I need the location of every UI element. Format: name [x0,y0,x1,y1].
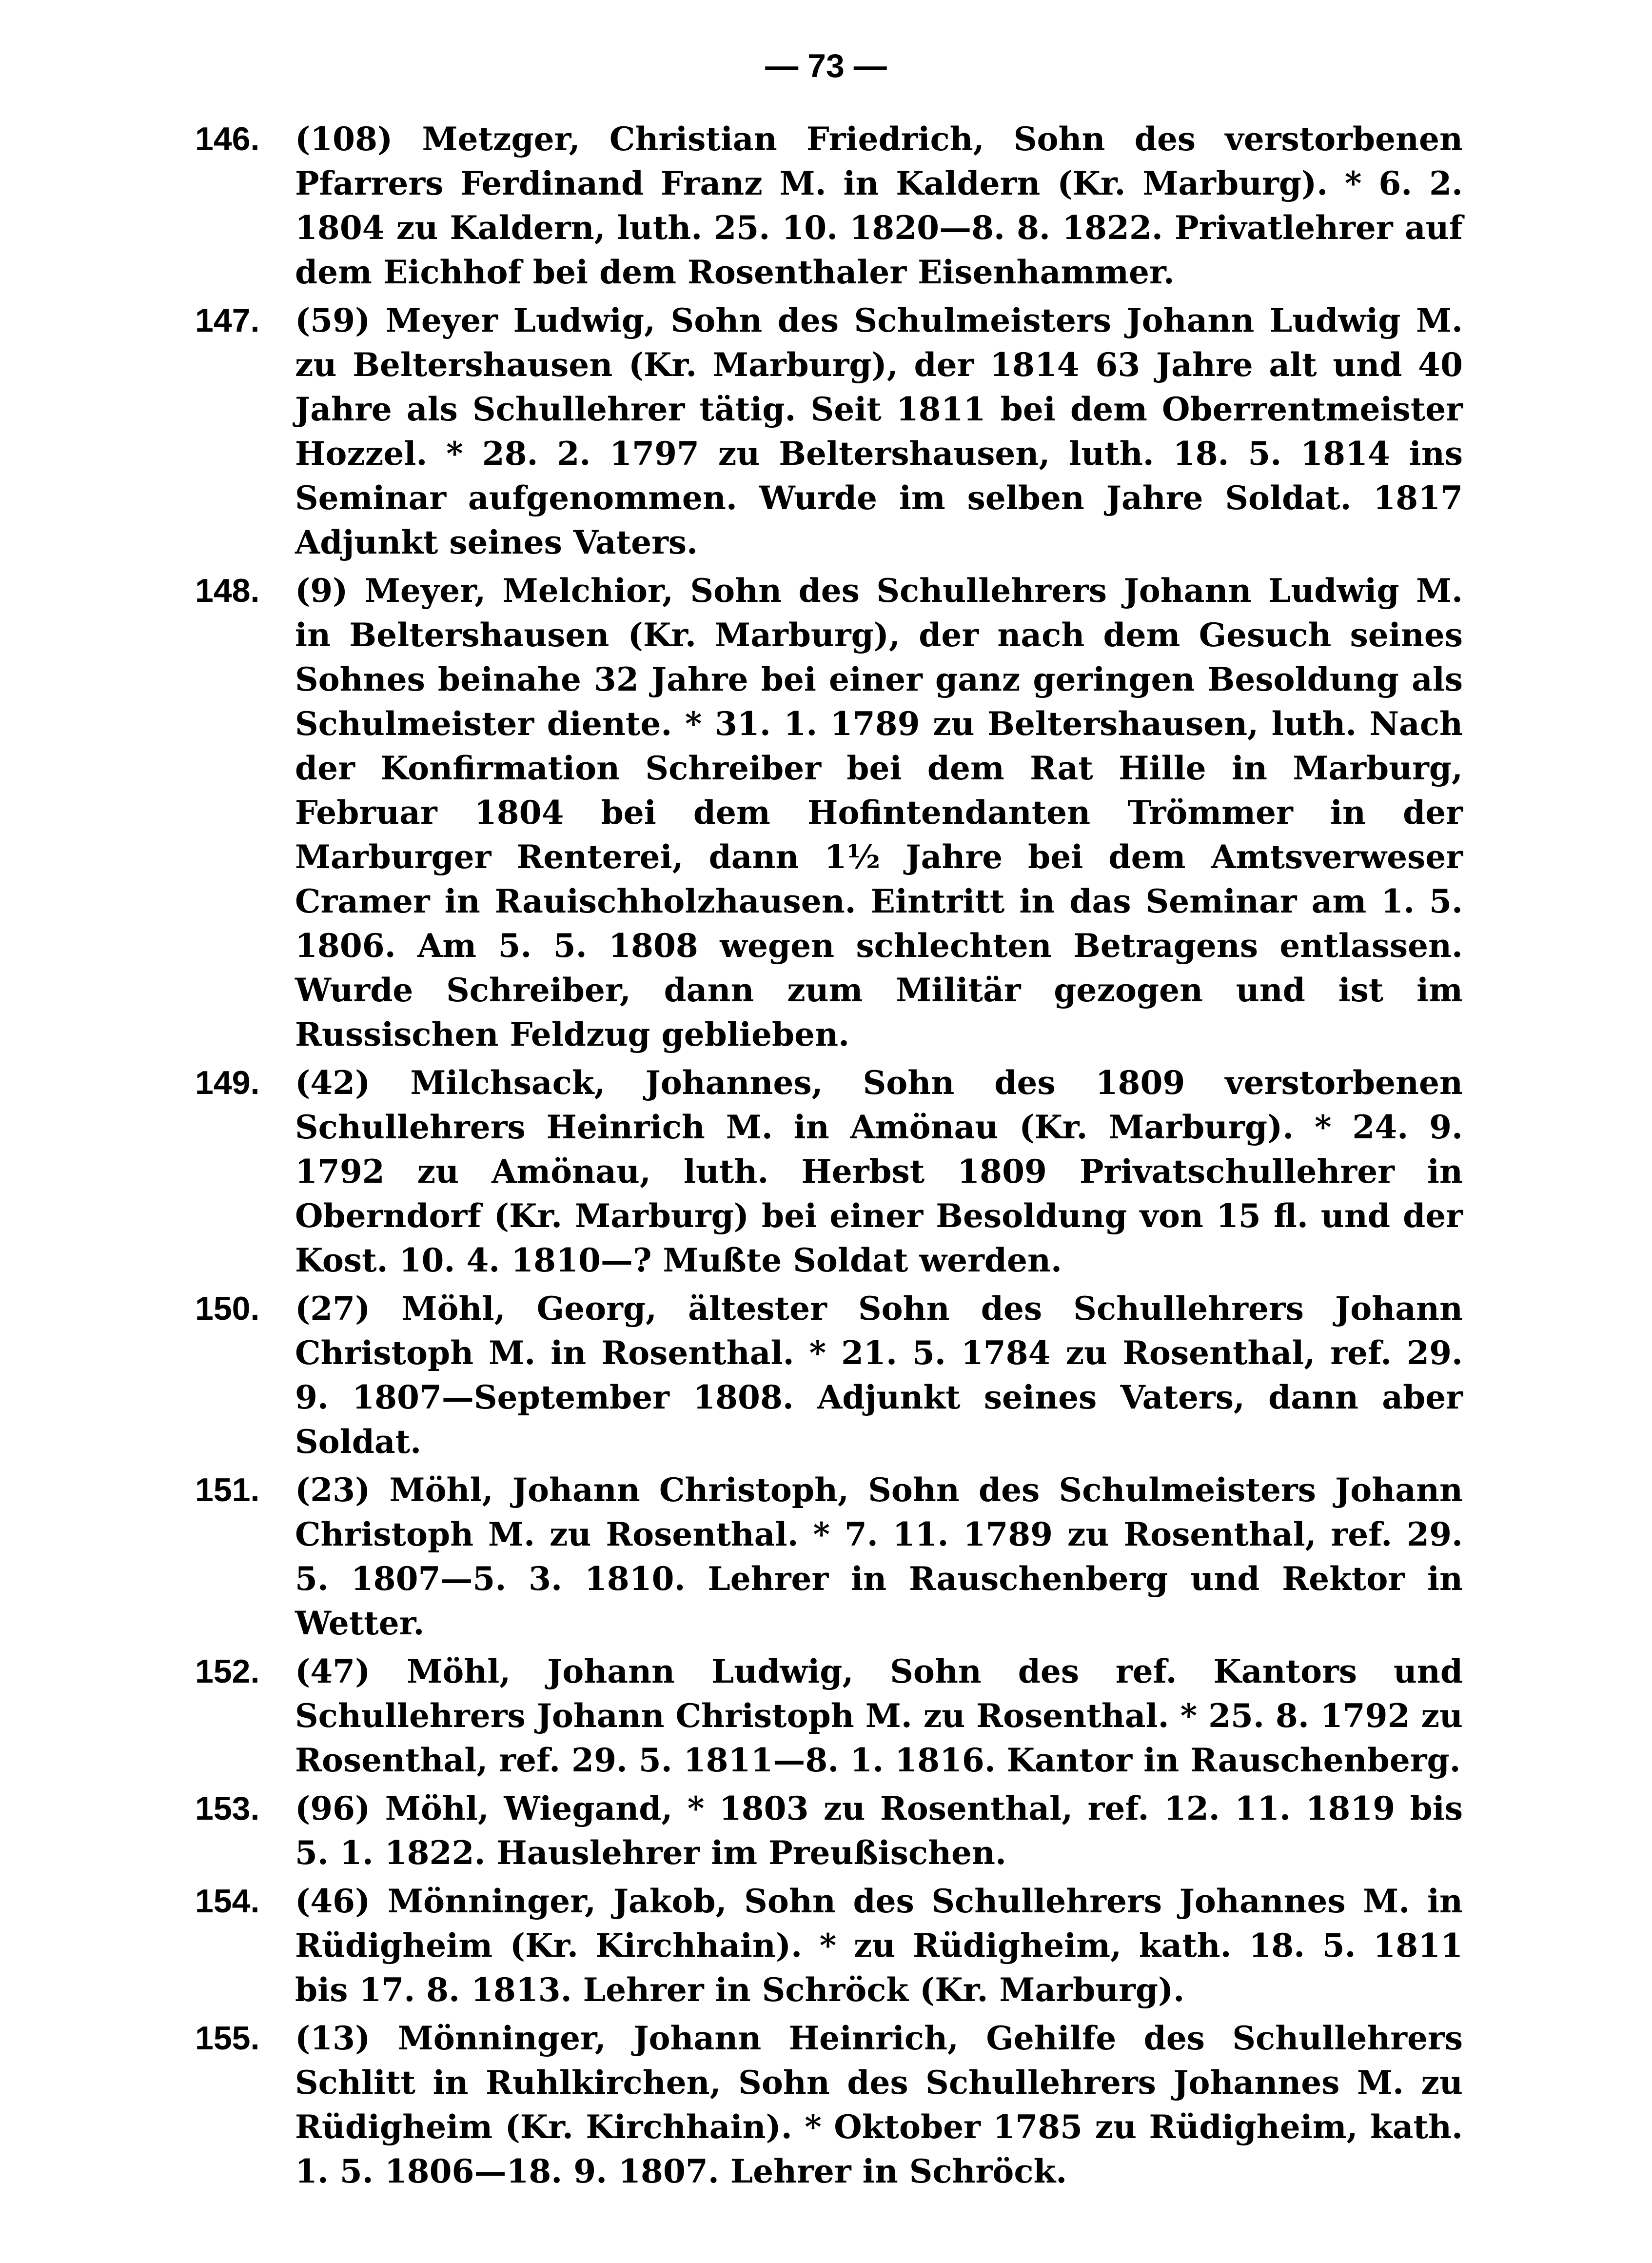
entry-text: (96) Möhl, Wiegand, * 1803 zu Rosenthal, ref. 12. 11. 1819 bis 5. 1. 1822. Hauslehrer im Preußischen. [295,1789,1463,1872]
entry-text: (13) Mönninger, Johann Heinrich, Gehilfe des Schullehrers Schlitt in Ruhlkirchen, Sohn des Schullehrers Johannes M. zu Rüdigheim (Kr. Kirchhain). * Oktober 1785 zu Rüdigheim, kath. 1. 5. 1806—18. 9. 1807. Lehrer in Schröck. [295,2019,1463,2190]
entry-text: (47) Möhl, Johann Ludwig, Sohn des ref. Kantors und Schullehrers Johann Christoph M. zu Rosenthal. * 25. 8. 1792 zu Rosenthal, ref. 29. 5. 1811—8. 1. 1816. Kantor in Rauschenberg. [295,1652,1463,1779]
entry-number: 146. [195,120,260,158]
entry-text: (42) Milchsack, Johannes, Sohn des 1809 verstorbenen Schullehrers Heinrich M. in Amönau (Kr. Marburg). * 24. 9. 1792 zu Amönau, luth. Herbst 1809 Privatschullehrer in Oberndorf (Kr. Marburg) bei einer Besoldung von 15 fl. und der Kost. 10. 4. 1810—? Mußte Soldat werden. [295,1064,1463,1279]
entry-number: 153. [195,1790,260,1827]
entry-number: 148. [195,572,260,609]
entry-146 [195,117,1463,295]
entry-number: 154. [195,1883,260,1920]
entry-153 [195,1787,1463,1875]
entry-154 [195,1879,1463,2012]
entry-text: (59) Meyer Ludwig, Sohn des Schulmeisters Johann Ludwig M. zu Beltershausen (Kr. Marburg), der 1814 63 Jahre alt und 40 Jahre als Schullehrer tätig. Seit 1811 bei dem Oberrentmeister Hozzel. * 28. 2. 1797 zu Beltershausen, luth. 18. 5. 1814 ins Seminar aufgenommen. Wurde im selben Jahre Soldat. 1817 Adjunkt seines Vaters. [295,301,1463,561]
entry-number: 147. [195,302,260,339]
entry-152 [195,1649,1463,1783]
entry-text: (108) Metzger, Christian Friedrich, Sohn des verstorbenen Pfarrers Ferdinand Franz M. in Kaldern (Kr. Marburg). * 6. 2. 1804 zu Kaldern, luth. 25. 10. 1820—8. 8. 1822. Privatlehrer auf dem Eichhof bei dem Rosenthaler Eisenhammer. [295,120,1463,291]
entry-number: 151. [195,1471,260,1509]
entry-number: 152. [195,1653,260,1690]
entry-148 [195,569,1463,1057]
entry-text: (23) Möhl, Johann Christoph, Sohn des Schulmeisters Johann Christoph M. zu Rosenthal. * 7. 11. 1789 zu Rosenthal, ref. 29. 5. 1807—5. 3. 1810. Lehrer in Rauschenberg und Rektor in Wetter. [295,1471,1463,1642]
entry-text: (9) Meyer, Melchior, Sohn des Schullehrers Johann Ludwig M. in Beltershausen (Kr. Marburg), der nach dem Gesuch seines Sohnes beinahe 32 Jahre bei einer ganz geringen Besoldung als Schulmeister diente. * 31. 1. 1789 zu Beltershausen, luth. Nach der Konfirmation Schreiber bei dem Rat Hille in Marburg, Februar 1804 bei dem Hofintendanten Trömmer in der Marburger Renterei, dann 1½ Jahre bei dem Amtsverweser Cramer in Rauischholzhausen. Eintritt in das Seminar am 1. 5. 1806. Am 5. 5. 1808 wegen schlechten Betragens entlassen. Wurde Schreiber, dann zum Militär gezogen und ist im Russischen Feldzug geblieben. [295,572,1463,1053]
entry-number: 155. [195,2020,260,2057]
entry-150 [195,1287,1463,1464]
entry-list [195,117,1463,2198]
entry-151 [195,1468,1463,1646]
entry-text: (27) Möhl, Georg, ältester Sohn des Schullehrers Johann Christoph M. in Rosenthal. * 21. 5. 1784 zu Rosenthal, ref. 29. 9. 1807—September 1808. Adjunkt seines Vaters, dann aber Soldat. [295,1290,1463,1461]
entry-155 [195,2016,1463,2194]
entry-number: 150. [195,1290,260,1327]
entry-text: (46) Mönninger, Jakob, Sohn des Schullehrers Johannes M. in Rüdigheim (Kr. Kirchhain). * zu Rüdigheim, kath. 18. 5. 1811 bis 17. 8. 1813. Lehrer in Schröck (Kr. Marburg). [295,1882,1463,2009]
entry-147 [195,298,1463,565]
entry-149 [195,1061,1463,1283]
page-number: — 73 — [765,47,887,84]
entry-number: 149. [195,1064,260,1101]
